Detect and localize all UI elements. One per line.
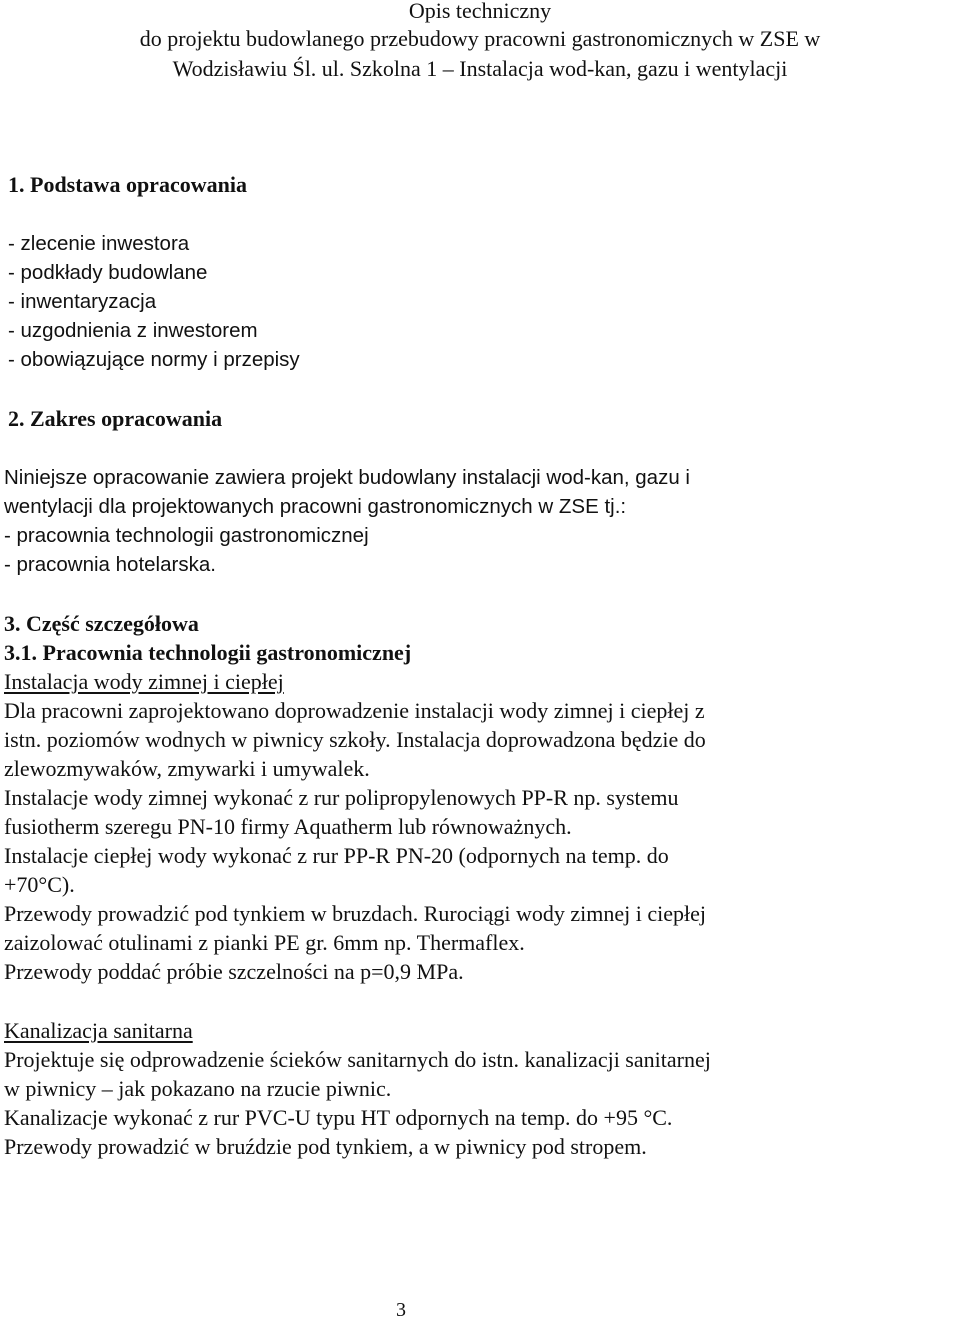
paragraph-line: Przewody prowadzić w bruździe pod tynkiem, a w piwnicy pod stropem. bbox=[4, 1134, 647, 1159]
sewer-heading: Kanalizacja sanitarna bbox=[4, 1018, 193, 1043]
section-3-title: 3. Część szczegółowa bbox=[4, 611, 199, 636]
paragraph-line: Dla pracowni zaprojektowano doprowadzenie instalacji wody zimnej i ciepłej z bbox=[4, 698, 705, 723]
paragraph-line: Instalacje wody zimnej wykonać z rur polipropylenowych PP-R np. systemu bbox=[4, 785, 679, 810]
paragraph-line: - pracownia hotelarska. bbox=[4, 553, 216, 576]
paragraph-line: zaizolować otulinami z pianki PE gr. 6mm np. Thermaflex. bbox=[4, 930, 525, 955]
paragraph-line: Przewody prowadzić pod tynkiem w bruzdach. Rurociągi wody zimnej i ciepłej bbox=[4, 901, 706, 926]
doc-subtitle-line1: do projektu budowlanego przebudowy pracowni gastronomicznych w ZSE w bbox=[139, 26, 821, 51]
paragraph-line: w piwnicy – jak pokazano na rzucie piwnic. bbox=[4, 1076, 392, 1101]
section-3-1-title: 3.1. Pracownia technologii gastronomicznej bbox=[4, 640, 412, 665]
paragraph-line: - pracownia technologii gastronomicznej bbox=[4, 524, 369, 547]
list-item: - obowiązujące normy i przepisy bbox=[8, 348, 300, 371]
list-item: - uzgodnienia z inwestorem bbox=[8, 319, 258, 342]
list-item: - inwentaryzacja bbox=[8, 290, 157, 313]
paragraph-line: Instalacje ciepłej wody wykonać z rur PP-R PN-20 (odpornych na temp. do bbox=[4, 843, 669, 868]
doc-title: Opis techniczny bbox=[408, 0, 552, 23]
doc-subtitle-line2: Wodzisławiu Śl. ul. Szkolna 1 – Instalacja wod-kan, gazu i wentylacji bbox=[172, 56, 788, 81]
page-number: 3 bbox=[396, 1299, 406, 1321]
paragraph-line: Niniejsze opracowanie zawiera projekt budowlany instalacji wod-kan, gazu i bbox=[4, 466, 690, 489]
paragraph-line: fusiotherm szeregu PN-10 firmy Aquatherm lub równoważnych. bbox=[4, 814, 572, 839]
section-2-title: 2. Zakres opracowania bbox=[8, 406, 223, 431]
list-item: - zlecenie inwestora bbox=[8, 232, 190, 255]
paragraph-line: Przewody poddać próbie szczelności na p=0,9 MPa. bbox=[4, 959, 464, 984]
paragraph-line: istn. poziomów wodnych w piwnicy szkoły. Instalacja doprowadzona będzie do bbox=[4, 727, 706, 752]
paragraph-line: Projektuje się odprowadzenie ścieków sanitarnych do istn. kanalizacji sanitarnej bbox=[4, 1047, 711, 1072]
paragraph-line: Kanalizacje wykonać z rur PVC-U typu HT odpornych na temp. do +95 °C. bbox=[4, 1105, 673, 1130]
section-1-title: 1. Podstawa opracowania bbox=[8, 172, 247, 197]
list-item: - podkłady budowlane bbox=[8, 261, 208, 284]
water-heading: Instalacja wody zimnej i ciepłej bbox=[4, 669, 284, 694]
paragraph-line: wentylacji dla projektowanych pracowni gastronomicznych w ZSE tj.: bbox=[4, 495, 627, 518]
paragraph-line: +70°C). bbox=[4, 872, 75, 897]
paragraph-line: zlewozmywaków, zmywarki i umywalek. bbox=[4, 756, 370, 781]
